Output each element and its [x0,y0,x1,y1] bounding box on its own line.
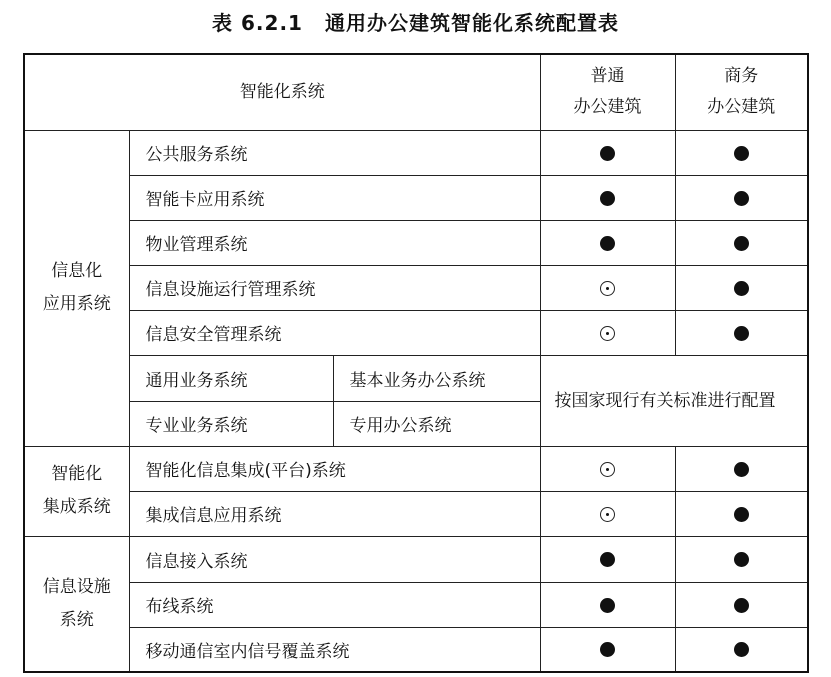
row-smart-card: 智能卡应用系统 [129,175,540,220]
config-table [23,53,809,673]
mark-cell [675,220,808,265]
mark-cell [675,446,808,491]
mark-cell [540,536,675,582]
optional-mark-icon [600,326,615,341]
header-system: 智能化系统 [24,54,540,130]
mark-cell [675,536,808,582]
mark-cell [540,627,675,672]
table-row [24,310,808,355]
header-general-line2: 办公建筑 [573,97,642,118]
mark-cell [675,130,808,175]
row-basic-office: 基本业务办公系统 [333,355,540,401]
table-row [24,627,808,672]
group-infra-line1: 信息设施 [42,576,111,597]
mark-cell [675,310,808,355]
table-row [24,491,808,536]
required-mark-icon [734,598,749,613]
required-mark-icon [734,507,749,522]
required-mark-icon [600,191,615,206]
mark-cell [540,265,675,310]
header-business-line1: 商务 [724,66,759,87]
mark-cell [540,220,675,265]
mark-cell [675,627,808,672]
row-info-access: 信息接入系统 [129,536,540,582]
table-row [24,265,808,310]
row-general-business: 通用业务系统 [129,355,333,401]
row-public-service: 公共服务系统 [129,130,540,175]
required-mark-icon [734,146,749,161]
group-infra-line2: 系统 [59,609,94,630]
group-integration-line1: 智能化 [51,464,103,484]
required-mark-icon [734,462,749,477]
mark-cell [675,175,808,220]
optional-mark-icon [600,281,615,296]
header-business-line2: 办公建筑 [707,97,776,118]
table-row [24,582,808,627]
header-business-office [675,54,808,130]
group-integration [24,446,129,536]
required-mark-icon [734,281,749,296]
group-infra [24,536,129,672]
mark-cell [540,175,675,220]
table-row [24,220,808,265]
table-caption: 通用办公建筑智能化系统配置表 [324,11,619,35]
table-title [0,10,831,36]
table-row [24,130,808,175]
mark-cell [540,130,675,175]
required-mark-icon [600,146,615,161]
required-mark-icon [600,642,615,657]
mark-cell [675,491,808,536]
standard-note: 按国家现行有关标准进行配置 [540,355,808,446]
optional-mark-icon [600,462,615,477]
row-dedicated-office: 专用办公系统 [333,401,540,446]
required-mark-icon [734,326,749,341]
required-mark-icon [600,552,615,567]
table-row [24,355,808,401]
row-facility-ops: 信息设施运行管理系统 [129,265,540,310]
row-property-mgmt: 物业管理系统 [129,220,540,265]
group-info-app [24,130,129,446]
mark-cell [540,446,675,491]
row-mobile-coverage: 移动通信室内信号覆盖系统 [129,627,540,672]
table-row [24,175,808,220]
header-row [24,54,808,130]
header-general-office [540,54,675,130]
mark-cell [540,491,675,536]
row-integration-platform: 智能化信息集成(平台)系统 [129,446,540,491]
group-info-app-line1: 信息化 [51,261,103,281]
mark-cell [675,265,808,310]
mark-cell [540,310,675,355]
row-info-security: 信息安全管理系统 [129,310,540,355]
optional-mark-icon [600,507,615,522]
row-professional-business: 专业业务系统 [129,401,333,446]
required-mark-icon [600,236,615,251]
required-mark-icon [734,552,749,567]
group-integration-line2: 集成系统 [42,497,111,517]
required-mark-icon [600,598,615,613]
required-mark-icon [734,642,749,657]
table-row [24,446,808,491]
row-cabling: 布线系统 [129,582,540,627]
header-general-line1: 普通 [590,66,625,87]
mark-cell [540,582,675,627]
required-mark-icon [734,236,749,251]
required-mark-icon [734,191,749,206]
row-integrated-info-app: 集成信息应用系统 [129,491,540,536]
table-row [24,536,808,582]
group-info-app-line2: 应用系统 [42,294,111,314]
mark-cell [675,582,808,627]
table-number: 表 6.2.1 [212,11,303,35]
